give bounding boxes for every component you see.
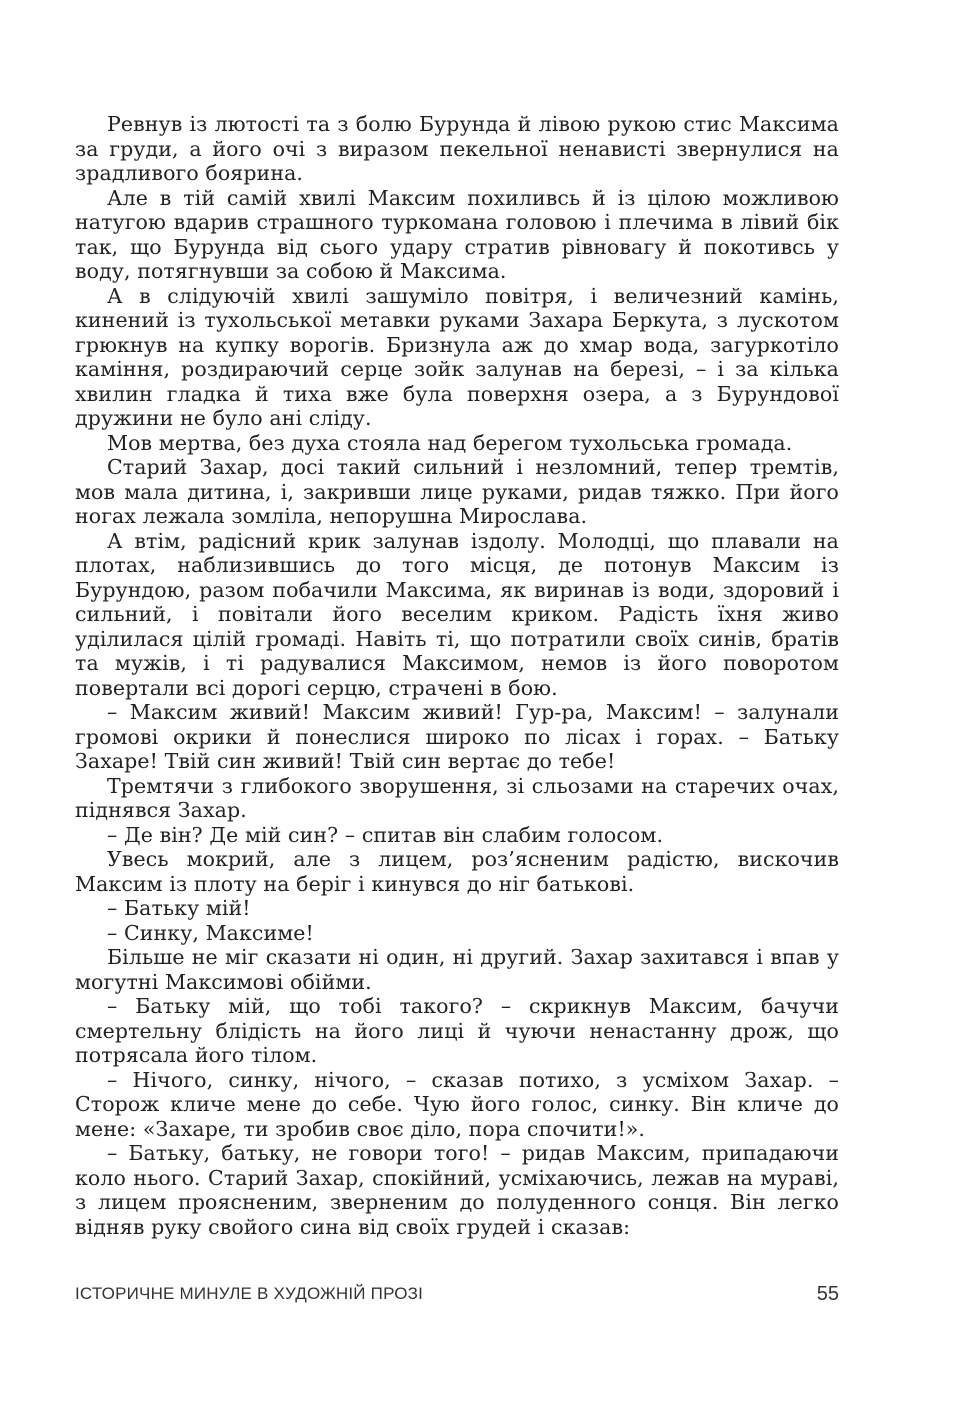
paragraph: – Батьку мій!: [107, 896, 251, 920]
paragraph: – Батьку мій, що тобі такого? – скрикнув Максим, бачучи смертельну блідість на його лиці й чуючи ненастанну дрож, що потрясала його тілом.: [75, 994, 839, 1067]
body-text: [75, 112, 839, 1239]
paragraph: – Де він? Де мій син? – спитав він слабим голосом.: [107, 822, 664, 847]
page-number: 55: [816, 1283, 839, 1305]
paragraph: А втім, радісний крик залунав іздолу. Молодці, що плавали на плотах, наблизившись до того місця, де потонув Максим із Бурундою, разом побачили Максима, як виринав із води, здоровий і сильний, і повітали його веселим криком. Радість їхня живо уділилася цілій громаді. Навіть ті, що потратили своїх синів, братів та мужів, і ті радувалися Максимом, немов із його поворотом повертали всі дорогі серцю, страчені в бою.: [75, 528, 839, 700]
paragraph: Ревнув із лютості та з болю Бурунда й лівою рукою стис Максима за груди, а його очі з виразом пекельної ненависті звернулися на зрадливого боярина.: [75, 112, 839, 185]
page-footer: [75, 1284, 839, 1310]
paragraph: – Синку, Максиме!: [107, 920, 314, 945]
paragraph: Увесь мокрий, але з лицем, роз’ясненим радістю, вискочив Максим із плоту на беріг і кинувся до ніг батькові.: [75, 847, 839, 896]
paragraph: Мов мертва, без духа стояла над берегом тухольська громада.: [107, 430, 793, 455]
paragraph: – Батьку, батьку, не говори того! – ридав Максим, припадаючи коло нього. Старий Захар, спокійний, усміхаючись, лежав на мураві, з лицем проясненим, зверненим до полуденного сонця. Він легко відняв руку свойого сина від своїх грудей і сказав:: [75, 1141, 839, 1239]
running-footer-title: ІСТОРИЧНЕ МИНУЛЕ В ХУДОЖНІЙ ПРОЗІ: [75, 1284, 424, 1303]
paragraph: Старий Захар, досі такий сильний і незломний, тепер тремтів, мов мала дитина, і, закривши лице руками, ридав тяжко. При його ногах лежала зомліла, непорушна Мирослава.: [75, 455, 839, 528]
paragraph: Більше не міг сказати ні один, ні другий. Захар захитався і впав у могутні Максимові обійми.: [75, 945, 839, 994]
paragraph: – Нічого, синку, нічого, – сказав потихо, з усміхом Захар. – Сторож кличе мене до себе. Чую його голос, синку. Він кличе до мене: «Захаре, ти зробив своє діло, пора спочити!».: [75, 1067, 839, 1141]
paragraph: Тремтячи з глибокого зворушення, зі сльозами на старечих очах, піднявся Захар.: [75, 773, 839, 822]
paragraph: А в слідуючій хвилі зашуміло повітря, і величезний камінь, кинений із тухольської метавки руками Захара Беркута, з лускотом грюкнув на купку ворогів. Бризнула аж до хмар вода, загуркотіло каміння, роздираючий серце зойк залунав на березі, – і за кілька хвилин гладка й тиха вже була поверхня озера, а з Бурундової дружини не було ані сліду.: [75, 283, 839, 430]
paragraph: Але в тій самій хвилі Максим похиливсь й із цілою можливою натугою вдарив страшного туркомана головою і плечима в лівий бік так, що Бурунда від сього удару стратив рівновагу й покотивсь у воду, потягнувши за собою й Максима.: [75, 185, 839, 283]
paragraph: – Максим живий! Максим живий! Гур-ра, Максим! – залунали громові окрики й понеслися широко по лісах і горах. – Батьку Захаре! Твій син живий! Твій син вертає до тебе!: [75, 700, 839, 773]
